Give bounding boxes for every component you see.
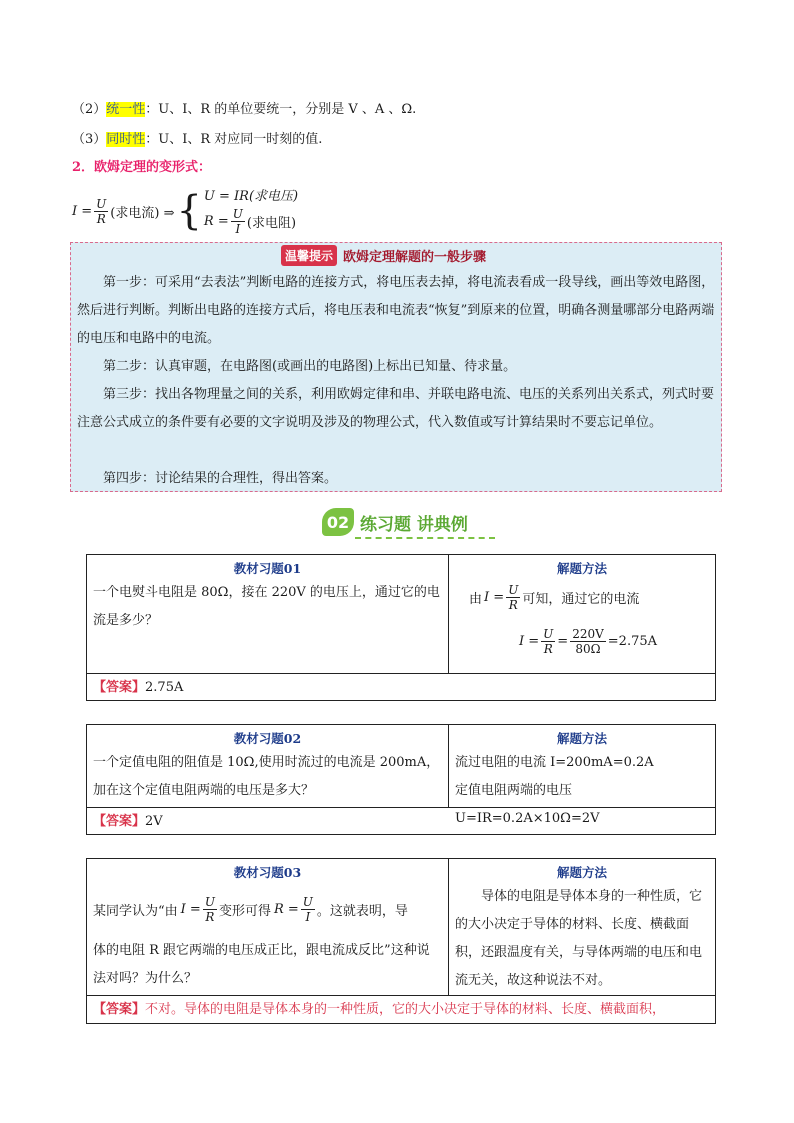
tip-step-2: 第二步：认真审题，在电路图(或画出的电路图)上标出已知量、待求量。 — [103, 359, 517, 374]
exercise-table-3 — [86, 858, 716, 1024]
exercise-table-2 — [86, 724, 716, 835]
tip-title: 欧姆定理解题的一般步骤 — [343, 249, 487, 265]
rule-uniformity: （2）统一性：U、I、R 的单位要统一，分别是 V 、A 、Ω. — [72, 102, 417, 117]
ohm-formula: I = $\frac{U}{R}$ (求电流) ⇒ { U = IR(求电压) R = $\frac{U}{I}$ (求电阻) — [72, 188, 299, 236]
exercise-2-solution-1: 流过电阻的电流 I=200mA=0.2A — [455, 755, 654, 770]
exercise-3-question-rest: 体的电阻 R 跟它两端的电压成正比，跟电流成反比”这种说法对吗？为什么？ — [93, 943, 430, 986]
rule-simultaneity: （3）同时性：U、I、R 对应同一时刻的值. — [72, 132, 323, 147]
exercise-2-answer: 【答案】2V — [87, 807, 715, 836]
exercise-1-method-title: 解题方法 — [556, 561, 607, 576]
exercise-table-1 — [86, 554, 716, 701]
highlight-simultaneity: 同时性 — [106, 132, 146, 147]
tip-header — [281, 245, 486, 265]
tip-step-4: 第四步：讨论结果的合理性，得出答案。 — [103, 471, 338, 486]
exercise-1-solution-line1: 由 I = $\frac{U}{R}$ 可知，通过它的电流 — [469, 583, 640, 612]
section-title: 练习题 讲典例 — [360, 514, 468, 535]
brace: { — [176, 188, 202, 234]
tip-badge: 温馨提示 — [281, 245, 337, 266]
exercise-3-solution: 导体的电阻是导体本身的一种性质，它的大小决定于导体的材料、长度、横截面积，还跟温度有关，与导体两端的电压和电流无关，故这种说法不对。 — [455, 889, 703, 988]
exercise-1-title: 教材习题01 — [233, 561, 302, 576]
section-number: 02 — [322, 508, 354, 536]
tip-box — [70, 242, 722, 492]
exercise-2-solution-2: 定值电阻两端的电压 U=IR=0.2A×10Ω=2V — [455, 783, 600, 826]
section-header — [322, 508, 468, 536]
section-underline — [355, 537, 495, 539]
highlight-uniformity: 统一性 — [106, 102, 146, 117]
exercise-3-question-line1: 某同学认为“由 I = $\frac{U}{R}$ 变形可得 R = $\frac{U}{I}$ 。这就表明，导 — [93, 895, 408, 924]
exercise-2-question: 一个定值电阻的阻值是 10Ω,使用时流过的电流是 200mA，加在这个定值电阻两端的电压是多大？ — [93, 755, 440, 798]
tip-step-3: 第三步：找出各物理量之间的关系，利用欧姆定律和串、并联电路电流、电压的关系列出关系式，列式时要注意公式成立的条件要有必要的文字说明及涉及的物理公式，代入数值或写计算结果时不要忘记单位。 — [77, 387, 715, 430]
exercise-1-solution-calc: I = $\frac{U}{R}$ = $\frac{220V}{80\Omega}$ =2.75A — [519, 627, 658, 656]
fraction-u-over-r: $\frac{U}{R}$ — [96, 196, 107, 226]
exercise-3-title: 教材习题03 — [233, 865, 302, 880]
exercise-2-title: 教材习题02 — [233, 731, 302, 746]
exercise-2-method-title: 解题方法 — [556, 731, 607, 746]
exercise-3-answer: 【答案】不对。导体的电阻是导体本身的一种性质，它的大小决定于导体的材料、长度、横截面积， — [87, 995, 715, 1024]
exercise-1-answer: 【答案】2.75A — [87, 673, 715, 702]
heading-ohm-variants: 2．欧姆定理的变形式： — [72, 160, 212, 175]
exercise-3-method-title: 解题方法 — [556, 865, 607, 880]
tip-step-1: 第一步：可采用“去表法”判断电路的连接方式，将电压表去掉，将电流表看成一段导线，画出等效电路图，然后进行判断。判断出电路的连接方式后，将电压表和电流表“恢复”到原来的位置，明确各测量哪部分电路两端的电压和电路中的电流。 — [77, 275, 715, 346]
exercise-1-question: 一个电熨斗电阻是 80Ω，接在 220V 的电压上，通过它的电流是多少？ — [93, 585, 440, 628]
